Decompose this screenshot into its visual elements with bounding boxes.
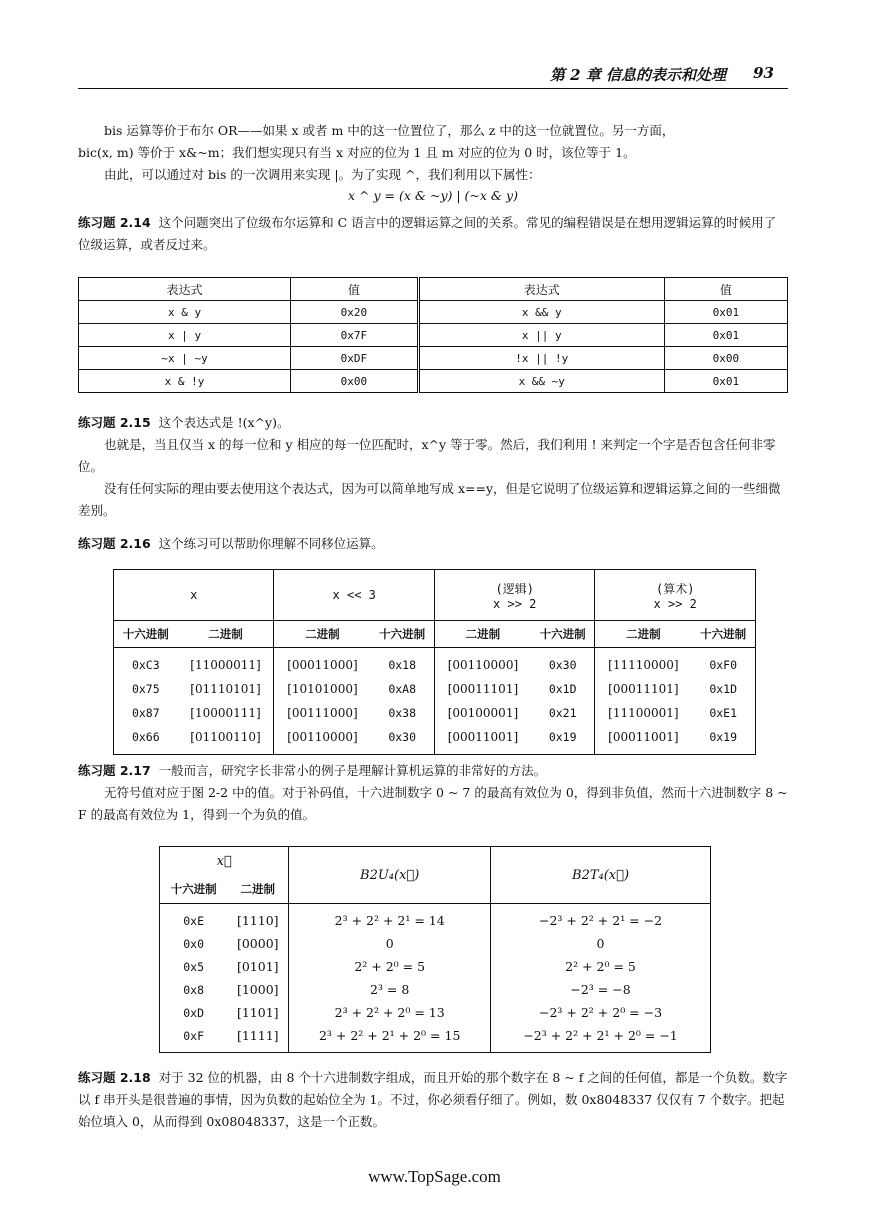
table-cell: [00110000]: [274, 725, 370, 755]
table-cell: 0: [289, 932, 491, 955]
table-cell: [01110101]: [190, 682, 261, 696]
table-cell: 0x1D: [709, 682, 738, 696]
sub-header: 十六进制: [370, 621, 434, 648]
table-row: [160, 955, 711, 978]
table-row: [160, 1001, 711, 1024]
table-cell: [00100001]: [434, 701, 530, 725]
table-cell: [1110]: [236, 913, 279, 928]
paragraph: 无符号值对应于图 2-2 中的值。对于补码值，十六进制数字 0 ~ 7 的最高有效位为 0，得到非负值，然而十六进制数字 8 ~ F 的最高有效位为 1，得到一个为负的值。: [78, 785, 788, 822]
table-row: [79, 324, 788, 347]
group-header-left-shift: x << 3: [274, 570, 434, 621]
table-row: [160, 978, 711, 1001]
table-cell: 0x1D: [548, 682, 577, 696]
footer-watermark: www.TopSage.com: [368, 1167, 501, 1186]
table-cell: 0x18: [388, 658, 417, 672]
table-cell: 2² + 2⁰ = 5: [289, 955, 491, 978]
table-cell: [00011101]: [434, 677, 530, 701]
table-cell: 2³ = 8: [289, 978, 491, 1001]
table-cell: x & !y: [79, 370, 291, 393]
table-cell: 0: [491, 932, 711, 955]
table-cell: [0101]: [236, 959, 279, 974]
table-cell: 0x19: [709, 730, 738, 744]
table-cell: [00011001]: [595, 725, 691, 755]
table-cell: 0xDF: [291, 347, 419, 370]
table-cell: −2³ = −8: [491, 978, 711, 1001]
exercise-label: 练习题 2.15: [78, 415, 151, 430]
table-cell: 0x87: [131, 706, 160, 720]
table-cell: 0x66: [131, 730, 160, 744]
exercise-text: 这个表达式是 !(x^y)。: [158, 415, 290, 430]
table-cell: 0x75: [131, 682, 160, 696]
b2u-header: B2U₄(x⃗): [289, 847, 491, 904]
table-row: [160, 932, 711, 955]
table-row: [114, 701, 756, 725]
table-cell: 0x0: [183, 936, 204, 951]
exercise-label: 练习题 2.17: [78, 763, 151, 778]
sub-header-row: [114, 621, 756, 648]
table-header-row: [79, 278, 788, 301]
table-cell: 0x7F: [291, 324, 419, 347]
table-row: [79, 301, 788, 324]
intro-line-2: bic(x, m) 等价于 x&~m；我们想实现只有当 x 对应的位为 1 且 m 对应的位为 0 时，该位等于 1。: [78, 145, 636, 160]
table-2-17: [159, 846, 711, 1053]
exercise-text: 一般而言，研究字长非常小的例子是理解计算机运算的非常好的方法。: [158, 763, 547, 778]
table-cell: [00110000]: [434, 648, 530, 678]
table-cell: 2³ + 2² + 2¹ = 14: [289, 904, 491, 933]
table-cell: x & y: [79, 301, 291, 324]
intro-line-3: 由此，可以通过对 bis 的一次调用来实现 |。为了实现 ^，我们利用以下属性：: [104, 167, 541, 182]
table-cell: [10101000]: [274, 677, 370, 701]
table-cell: 0xF: [183, 1028, 204, 1043]
b2t-header: B2T₄(x⃗): [491, 847, 711, 904]
table-cell: !x || !y: [418, 347, 664, 370]
sub-header: 二进制: [227, 875, 289, 904]
group-header-arithmetic-shift: (算术) x >> 2: [595, 570, 756, 621]
exercise-label: 练习题 2.18: [78, 1070, 151, 1085]
table-cell: [00011001]: [434, 725, 530, 755]
col-header: 值: [664, 278, 787, 301]
table-cell: 0xA8: [388, 682, 417, 696]
table-cell: [11000011]: [190, 658, 261, 672]
table-cell: 2³ + 2² + 2⁰ = 13: [289, 1001, 491, 1024]
table-cell: 2³ + 2² + 2¹ + 2⁰ = 15: [289, 1024, 491, 1053]
table-cell: 0x01: [664, 370, 787, 393]
table-cell: 0x19: [548, 730, 577, 744]
table-cell: 0x01: [664, 301, 787, 324]
sub-header: 二进制: [178, 621, 274, 648]
table-cell: 0x00: [291, 370, 419, 393]
sub-header: 十六进制: [160, 875, 228, 904]
table-cell: 0x8: [183, 982, 204, 997]
table-row: [114, 725, 756, 755]
exercise-text: 这个问题突出了位级布尔运算和 C 语言中的逻辑运算之间的关系。常见的编程错误是在想用逻辑运算的时候用了位级运算，或者反过来。: [78, 215, 777, 252]
exercise-2-18: [78, 1067, 788, 1133]
table-cell: x && ~y: [418, 370, 664, 393]
exercise-label: 练习题 2.16: [78, 536, 151, 551]
table-cell: x | y: [79, 324, 291, 347]
table-cell: −2³ + 2² + 2¹ = −2: [491, 904, 711, 933]
table-cell: 0x01: [664, 324, 787, 347]
table-cell: 0x00: [664, 347, 787, 370]
table-cell: 0xD: [183, 1005, 204, 1020]
table-row: [79, 347, 788, 370]
table-2-14: [78, 277, 788, 393]
table-2-16: [113, 569, 756, 755]
group-header-row: [114, 570, 756, 621]
table-cell: −2³ + 2² + 2⁰ = −3: [491, 1001, 711, 1024]
sub-header: 十六进制: [691, 621, 755, 648]
xor-formula: x ^ y = (x & ~y) | (~x & y): [348, 188, 518, 203]
exercise-label: 练习题 2.14: [78, 215, 151, 230]
sub-header: 二进制: [595, 621, 691, 648]
table-cell: ~x | ~y: [79, 347, 291, 370]
table-cell: [00011000]: [274, 648, 370, 678]
table-cell: [01100110]: [190, 730, 261, 744]
table-cell: −2³ + 2² + 2¹ + 2⁰ = −1: [491, 1024, 711, 1053]
sub-header: 二进制: [274, 621, 370, 648]
table-cell: [10000111]: [190, 706, 261, 720]
table-cell: 0x21: [548, 706, 577, 720]
table-cell: [00111000]: [274, 701, 370, 725]
exercise-text: 这个练习可以帮助你理解不同移位运算。: [158, 536, 384, 551]
col-header: 值: [291, 278, 419, 301]
table-cell: x || y: [418, 324, 664, 347]
table-cell: [00011101]: [595, 677, 691, 701]
vector-header: x⃗: [216, 853, 232, 869]
group-header-x: x: [114, 570, 274, 621]
sub-header: 十六进制: [531, 621, 595, 648]
table-row: [114, 648, 756, 678]
table-cell: 0x30: [388, 730, 417, 744]
table-cell: [0000]: [236, 936, 279, 951]
intro-block: [78, 120, 788, 186]
exercise-2-15: [78, 412, 788, 522]
chapter-title: 第 2 章 信息的表示和处理: [549, 66, 726, 84]
paragraph: 没有任何实际的理由要去使用这个表达式，因为可以简单地写成 x==y，但是它说明了位级运算和逻辑运算之间的一些细微差别。: [78, 481, 781, 518]
table-cell: [11100001]: [595, 701, 691, 725]
table-cell: [11110000]: [595, 648, 691, 678]
table-row: [114, 677, 756, 701]
group-header-logical-shift: (逻辑) x >> 2: [434, 570, 594, 621]
table-row: [160, 1024, 711, 1053]
page-number: 93: [753, 64, 774, 82]
exercise-text: 对于 32 位的机器，由 8 个十六进制数字组成，而且开始的那个数字在 8 ~ f 之间的任何值，都是一个负数。数字以 f 串开头是很普遍的事情，因为负数的起始位全为 1。不过，你必须看仔细了。例如，数 0x8048337 仅仅有 7 个数字。把起始位填入 0，从而得到 0x08048337，这是一个正数。: [78, 1070, 788, 1129]
table-cell: 0x30: [548, 658, 577, 672]
header-row: [160, 847, 711, 876]
table-cell: 0x38: [388, 706, 417, 720]
table-cell: 0x20: [291, 301, 419, 324]
table-cell: 0xE1: [709, 706, 738, 720]
table-cell: 0xF0: [709, 658, 738, 672]
table-row: [160, 904, 711, 933]
table-cell: 0x5: [183, 959, 204, 974]
col-header: 表达式: [418, 278, 664, 301]
table-cell: [1111]: [236, 1028, 279, 1043]
intro-line-1: bis 运算等价于布尔 OR——如果 x 或者 m 中的这一位置位了，那么 z 中的这一位就置位。另一方面，: [104, 123, 675, 138]
table-cell: [1000]: [236, 982, 279, 997]
sub-header: 十六进制: [114, 621, 178, 648]
exercise-2-16: [78, 533, 788, 555]
table-row: [79, 370, 788, 393]
table-cell: 0xE: [183, 913, 204, 928]
table-cell: [1101]: [236, 1005, 279, 1020]
paragraph: 也就是，当且仅当 x 的每一位和 y 相应的每一位匹配时，x^y 等于零。然后，我们利用 ! 来判定一个字是否包含任何非零位。: [78, 437, 776, 474]
table-cell: 2² + 2⁰ = 5: [491, 955, 711, 978]
exercise-2-17: [78, 760, 788, 826]
exercise-2-14: [78, 212, 788, 256]
page-header: [78, 62, 788, 89]
sub-header: 二进制: [434, 621, 530, 648]
table-cell: x && y: [418, 301, 664, 324]
col-header: 表达式: [79, 278, 291, 301]
table-cell: 0xC3: [131, 658, 160, 672]
